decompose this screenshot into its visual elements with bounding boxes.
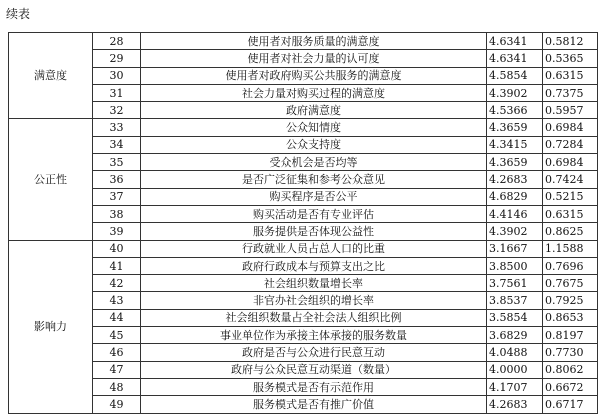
mean-cell: 4.0488 xyxy=(487,344,543,361)
indicator-cell: 社会组织数量增长率 xyxy=(141,275,487,292)
table-row xyxy=(9,223,598,240)
table-row xyxy=(9,102,598,119)
index-cell: 39 xyxy=(93,223,141,240)
table-row xyxy=(9,275,598,292)
mean-cell: 3.1667 xyxy=(487,240,543,257)
index-cell: 28 xyxy=(93,33,141,50)
table-row xyxy=(9,33,598,50)
table-row xyxy=(9,327,598,344)
category-cell: 影响力 xyxy=(9,240,93,413)
sd-cell: 0.8625 xyxy=(543,223,598,240)
table-row xyxy=(9,361,598,378)
table-row xyxy=(9,378,598,395)
table-row xyxy=(9,344,598,361)
sd-cell: 0.6315 xyxy=(543,67,598,84)
table-row xyxy=(9,154,598,171)
table-row xyxy=(9,205,598,222)
sd-cell: 0.6672 xyxy=(543,378,598,395)
table-row xyxy=(9,171,598,188)
index-cell: 42 xyxy=(93,275,141,292)
category-cell: 公正性 xyxy=(9,119,93,240)
table-row xyxy=(9,309,598,326)
index-cell: 43 xyxy=(93,292,141,309)
indicator-cell: 购买活动是否有专业评估 xyxy=(141,205,487,222)
mean-cell: 4.6341 xyxy=(487,50,543,67)
index-cell: 30 xyxy=(93,67,141,84)
indicator-cell: 社会力量对购买过程的满意度 xyxy=(141,84,487,101)
sd-cell: 0.7925 xyxy=(543,292,598,309)
table-row xyxy=(9,396,598,413)
index-cell: 34 xyxy=(93,136,141,153)
table-row xyxy=(9,50,598,67)
indicator-table xyxy=(8,32,598,414)
mean-cell: 4.0000 xyxy=(487,361,543,378)
mean-cell: 4.6341 xyxy=(487,33,543,50)
table-row xyxy=(9,119,598,136)
indicator-cell: 是否广泛征集和参考公众意见 xyxy=(141,171,487,188)
indicator-cell: 政府行政成本与预算支出之比 xyxy=(141,257,487,274)
sd-cell: 0.7284 xyxy=(543,136,598,153)
indicator-cell: 购买程序是否公平 xyxy=(141,188,487,205)
mean-cell: 4.2683 xyxy=(487,396,543,413)
mean-cell: 4.3902 xyxy=(487,223,543,240)
sd-cell: 0.5215 xyxy=(543,188,598,205)
mean-cell: 4.3659 xyxy=(487,154,543,171)
indicator-cell: 政府满意度 xyxy=(141,102,487,119)
indicator-cell: 受众机会是否均等 xyxy=(141,154,487,171)
index-cell: 38 xyxy=(93,205,141,222)
indicator-cell: 社会组织数量占全社会法人组织比例 xyxy=(141,309,487,326)
mean-cell: 4.4146 xyxy=(487,205,543,222)
sd-cell: 0.7675 xyxy=(543,275,598,292)
table-row xyxy=(9,136,598,153)
mean-cell: 4.3902 xyxy=(487,84,543,101)
index-cell: 44 xyxy=(93,309,141,326)
sd-cell: 0.7730 xyxy=(543,344,598,361)
index-cell: 35 xyxy=(93,154,141,171)
mean-cell: 4.5366 xyxy=(487,102,543,119)
sd-cell: 1.1588 xyxy=(543,240,598,257)
index-cell: 48 xyxy=(93,378,141,395)
indicator-cell: 使用者对社会力量的认可度 xyxy=(141,50,487,67)
indicator-cell: 服务模式是否有推广价值 xyxy=(141,396,487,413)
sd-cell: 0.8197 xyxy=(543,327,598,344)
index-cell: 49 xyxy=(93,396,141,413)
index-cell: 37 xyxy=(93,188,141,205)
sd-cell: 0.6315 xyxy=(543,205,598,222)
indicator-cell: 服务提供是否体现公益性 xyxy=(141,223,487,240)
table-row xyxy=(9,240,598,257)
mean-cell: 4.6829 xyxy=(487,188,543,205)
index-cell: 29 xyxy=(93,50,141,67)
mean-cell: 3.6829 xyxy=(487,327,543,344)
indicator-cell: 使用者对政府购买公共服务的满意度 xyxy=(141,67,487,84)
sd-cell: 0.5365 xyxy=(543,50,598,67)
mean-cell: 3.7561 xyxy=(487,275,543,292)
indicator-cell: 政府是否与公众进行民意互动 xyxy=(141,344,487,361)
indicator-cell: 政府与公众民意互动渠道（数量） xyxy=(141,361,487,378)
index-cell: 45 xyxy=(93,327,141,344)
sd-cell: 0.7424 xyxy=(543,171,598,188)
index-cell: 46 xyxy=(93,344,141,361)
indicator-cell: 公众知情度 xyxy=(141,119,487,136)
sd-cell: 0.8653 xyxy=(543,309,598,326)
category-cell: 满意度 xyxy=(9,33,93,119)
sd-cell: 0.7375 xyxy=(543,84,598,101)
index-cell: 47 xyxy=(93,361,141,378)
mean-cell: 4.3659 xyxy=(487,119,543,136)
mean-cell: 4.3415 xyxy=(487,136,543,153)
mean-cell: 3.8500 xyxy=(487,257,543,274)
indicator-cell: 公众支持度 xyxy=(141,136,487,153)
index-cell: 40 xyxy=(93,240,141,257)
indicator-cell: 非官办社会组织的增长率 xyxy=(141,292,487,309)
index-cell: 36 xyxy=(93,171,141,188)
table-caption: 续表 xyxy=(6,7,31,21)
mean-cell: 3.8537 xyxy=(487,292,543,309)
mean-cell: 4.5854 xyxy=(487,67,543,84)
index-cell: 31 xyxy=(93,84,141,101)
table-row xyxy=(9,257,598,274)
indicator-cell: 事业单位作为承接主体承接的服务数量 xyxy=(141,327,487,344)
indicator-cell: 行政就业人员占总人口的比重 xyxy=(141,240,487,257)
sd-cell: 0.5812 xyxy=(543,33,598,50)
sd-cell: 0.7696 xyxy=(543,257,598,274)
indicator-cell: 服务模式是否有示范作用 xyxy=(141,378,487,395)
index-cell: 32 xyxy=(93,102,141,119)
table-row xyxy=(9,67,598,84)
sd-cell: 0.5957 xyxy=(543,102,598,119)
mean-cell: 4.1707 xyxy=(487,378,543,395)
sd-cell: 0.8062 xyxy=(543,361,598,378)
table-body xyxy=(9,33,598,414)
index-cell: 33 xyxy=(93,119,141,136)
mean-cell: 4.2683 xyxy=(487,171,543,188)
table-row xyxy=(9,292,598,309)
table-row xyxy=(9,188,598,205)
sd-cell: 0.6717 xyxy=(543,396,598,413)
indicator-cell: 使用者对服务质量的满意度 xyxy=(141,33,487,50)
table-row xyxy=(9,84,598,101)
sd-cell: 0.6984 xyxy=(543,119,598,136)
mean-cell: 3.5854 xyxy=(487,309,543,326)
index-cell: 41 xyxy=(93,257,141,274)
sd-cell: 0.6984 xyxy=(543,154,598,171)
